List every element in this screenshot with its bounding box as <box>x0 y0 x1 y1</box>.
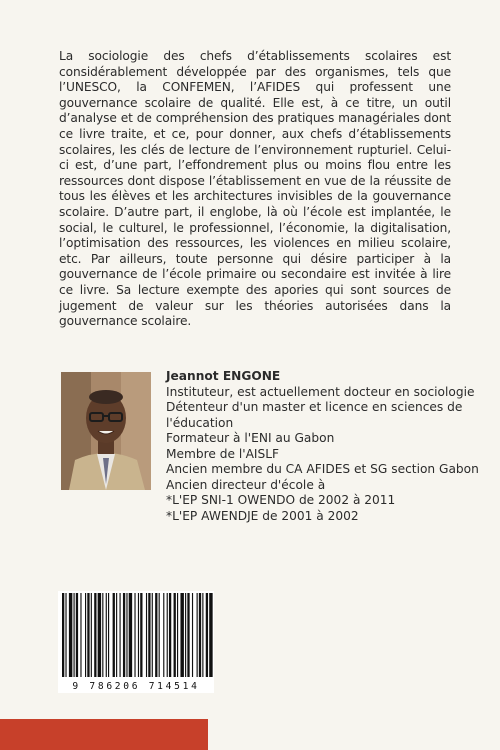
bio-line: Ancien directeur d'école à <box>166 477 326 492</box>
barcode-bar <box>69 593 72 677</box>
barcode-bar <box>169 593 171 677</box>
barcode-bar <box>120 593 121 677</box>
bio-line: *L'EP SNI-1 OWENDO de 2002 à 2011 <box>166 493 396 507</box>
barcode-bar <box>87 593 89 677</box>
barcode-bar <box>192 593 193 677</box>
barcode-bar <box>108 593 109 677</box>
barcode-bar <box>180 593 183 677</box>
isbn-barcode <box>58 591 214 693</box>
barcode-bar <box>185 593 186 677</box>
barcode-bar <box>199 593 201 677</box>
barcode-bar <box>62 593 64 677</box>
barcode-bar <box>126 593 127 677</box>
bio-line: Membre de l'AISLF <box>166 446 280 461</box>
barcode-bar <box>80 593 81 677</box>
bio-line: *L'EP AWENDJE de 2001 à 2002 <box>166 508 359 523</box>
barcode-bar <box>197 593 198 677</box>
barcode-bar <box>106 593 107 677</box>
barcode-bar <box>65 593 66 677</box>
barcode-bar <box>187 593 189 677</box>
barcode-bar <box>134 593 135 677</box>
barcode-bar <box>159 593 160 677</box>
barcode-bar <box>116 593 117 677</box>
author-photo <box>61 372 151 490</box>
barcode-bar <box>85 593 86 677</box>
barcode-bar <box>155 593 157 677</box>
barcode-bar <box>94 593 96 677</box>
barcode-bar <box>146 593 147 677</box>
author-bio <box>166 369 479 524</box>
barcode-bar <box>102 593 103 677</box>
barcode-bar <box>152 593 153 677</box>
barcode-bar <box>91 593 92 677</box>
barcode-bar <box>140 593 142 677</box>
back-cover-blurb: La sociologie des chefs d’établissements scolaires est considérablement développée par des organismes, tels que l’UNESCO, la CONFEMEN, l’AFIDES qui professent une gouvernance scolaire de qualité. Elle est, à ce titre, un outil d’analyse et de compréhension des pratiques managériales dont ce livre traite, et ce, pour donner, aux chefs d’établissements scolaires, les clés de lecture de l’environnement rupturiel. Celui-ci est, d’une part, l’effondrement plus ou moins flou entre les ressources dont dispose l’établissement en vue de la réussite de tous les élèves et les architectures invisibles de la gouvernance scolaire. D’autre part, il englobe, là où l’école est implantée, le social, le culturel, le professionnel, l’économie, la digitalisation, l’optimisation des ressources, les violences en milieu scolaire, etc. Par ailleurs, toute personne qui désire participer à la gouvernance de l’école primaire ou secondaire est invitée à lire ce livre. Sa lecture exempte des apories qui sont sources de jugement de valeur sur les théories autorisées dans la gouvernance scolaire. <box>59 49 451 329</box>
barcode-bar <box>123 593 125 677</box>
bio-line: Ancien membre du CA AFIDES et SG section Gabon <box>166 462 479 476</box>
barcode-bar <box>174 593 176 677</box>
barcode-bar <box>76 593 78 677</box>
barcode-bar <box>113 593 115 677</box>
bio-line: l'éducation <box>166 415 234 430</box>
barcode-bar <box>148 593 150 677</box>
bio-line: Détenteur d'un master et licence en sciences de <box>166 400 463 414</box>
bio-line: Instituteur, est actuellement docteur en sociologie <box>166 384 475 399</box>
barcode-bar <box>202 593 203 677</box>
barcode-bar <box>74 593 75 677</box>
barcode-bar <box>98 593 101 677</box>
barcode-bar <box>209 593 212 677</box>
barcode-bar <box>206 593 208 677</box>
barcode-bar <box>163 593 164 677</box>
author-name: Jeannot ENGONE <box>166 369 281 383</box>
barcode-bar <box>167 593 168 677</box>
publisher-brand-bar <box>0 719 208 750</box>
barcode-bar <box>129 593 132 677</box>
barcode-bar <box>138 593 139 677</box>
isbn-digits: 9 786206 714514 <box>72 681 200 692</box>
barcode-bar <box>177 593 178 677</box>
bio-line: Formateur à l'ENI au Gabon <box>166 431 335 445</box>
